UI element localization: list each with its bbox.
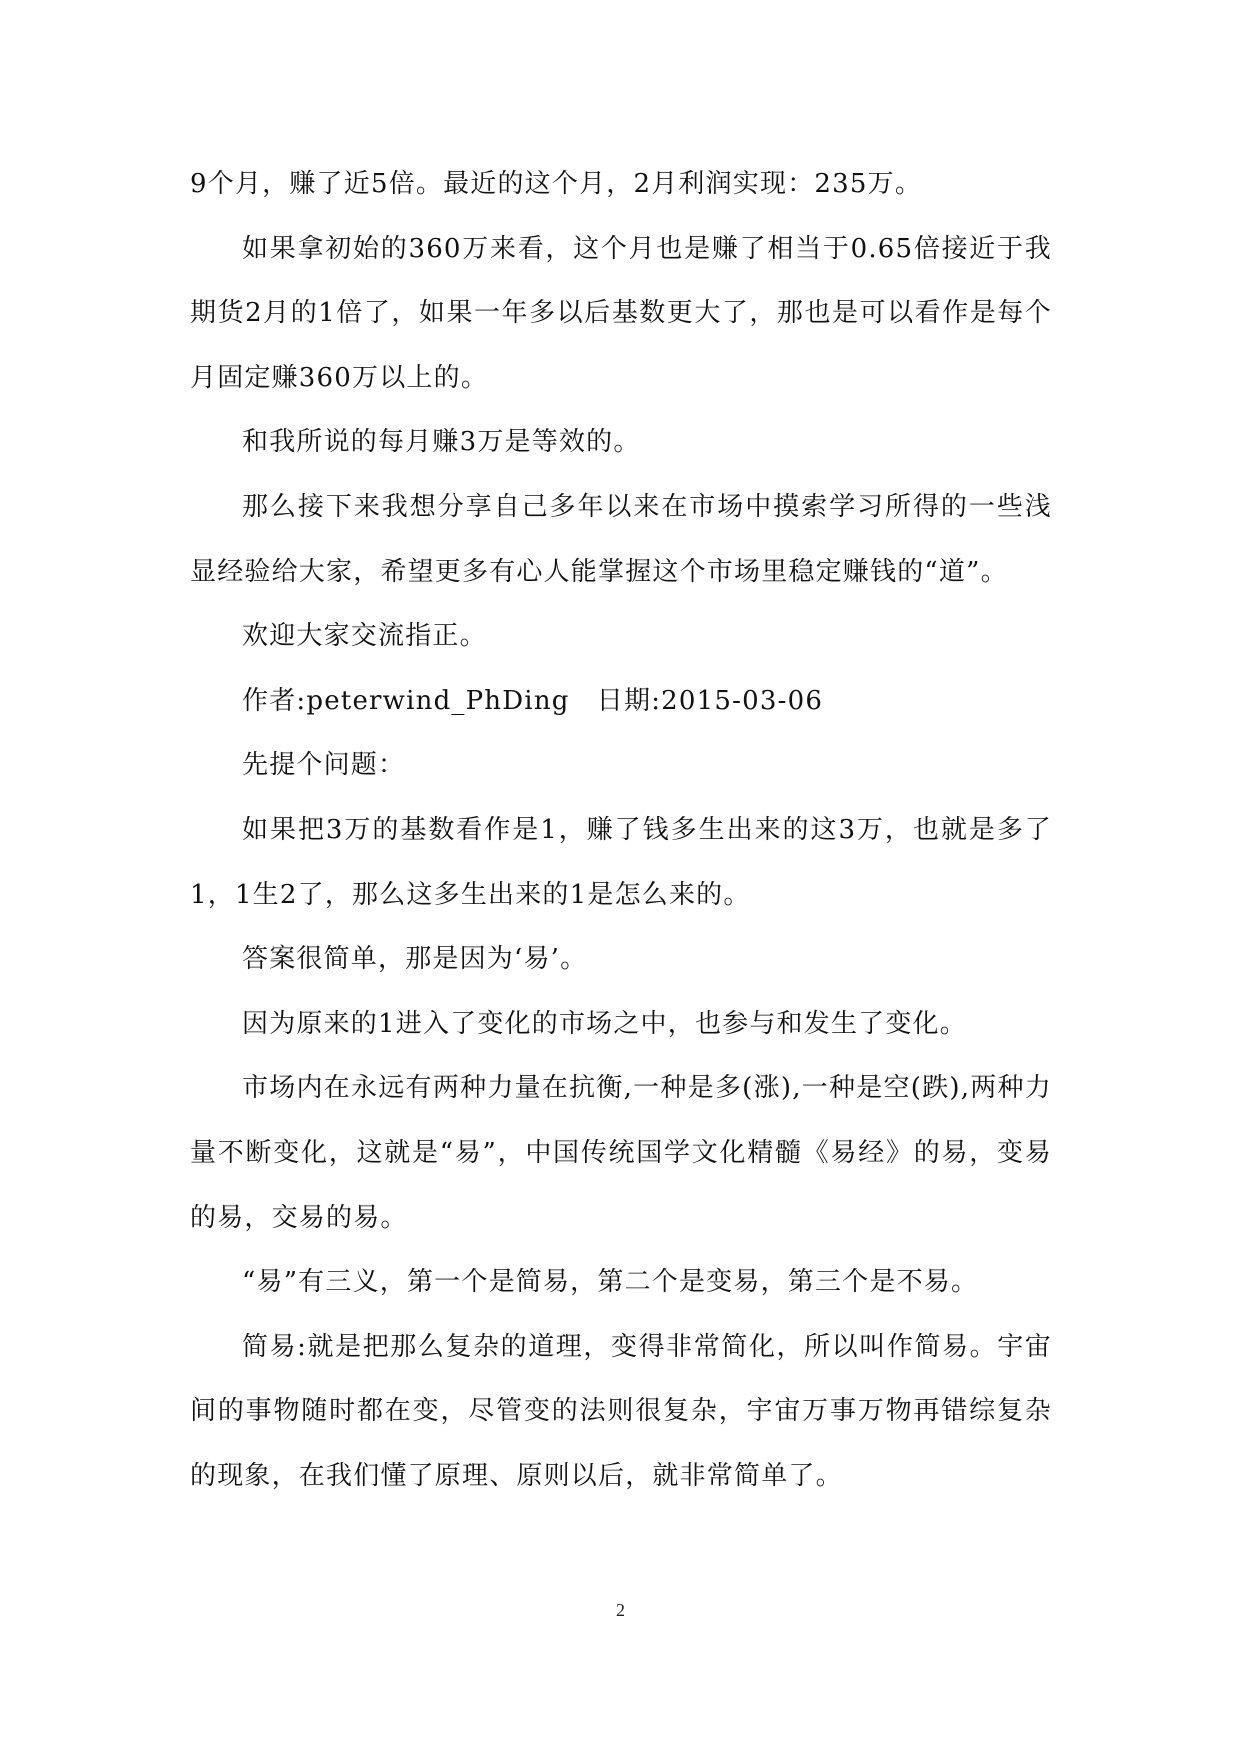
paragraph-1: 9个月，赚了近5倍。最近的这个月，2月利润实现：235万。	[190, 169, 923, 199]
paragraph-5: 欢迎大家交流指正。	[242, 621, 487, 652]
document-body	[190, 152, 1052, 1508]
paragraph-4: 那么接下来我想分享自己多年以来在市场中摸索学习所得的一些浅显经验给大家，希望更多有心人能掌握这个市场里稳定赚钱的“道”。	[190, 491, 1052, 587]
author-date-line: 作者:peterwind_PhDing 日期:2015-03-06	[242, 685, 824, 716]
paragraph-12: “易”有三义，第一个是简易，第二个是变易，第三个是不易。	[242, 1267, 979, 1298]
paragraph-2: 如果拿初始的360万来看，这个月也是赚了相当于0.65倍接近于我期货2月的1倍了，如果一年多以后基数更大了，那也是可以看作是每个月固定赚360万以上的。	[190, 233, 1052, 393]
paragraph-3: 和我所说的每月赚3万是等效的。	[242, 427, 641, 458]
paragraph-8: 如果把3万的基数看作是1，赚了钱多生出来的这3万，也就是多了1，1生2了，那么这多生出来的1是怎么来的。	[190, 814, 1052, 910]
paragraph-13: 简易:就是把那么复杂的道理，变得非常简化，所以叫作简易。宇宙间的事物随时都在变，尽管变的法则很复杂，宇宙万事万物再错综复杂的现象，在我们懂了原理、原则以后，就非常简单了。	[190, 1331, 1052, 1491]
paragraph-10: 因为原来的1进入了变化的市场之中，也参与和发生了变化。	[242, 1008, 967, 1039]
paragraph-9: 答案很简单，那是因为‘易’。	[242, 944, 588, 975]
page-number: 2	[616, 1600, 625, 1620]
paragraph-11: 市场内在永远有两种力量在抗衡,一种是多(涨),一种是空(跌),两种力量不断变化，这就是“易”，中国传统国学文化精髓《易经》的易，变易的易，交易的易。	[190, 1073, 1052, 1233]
paragraph-7: 先提个问题：	[242, 750, 406, 781]
